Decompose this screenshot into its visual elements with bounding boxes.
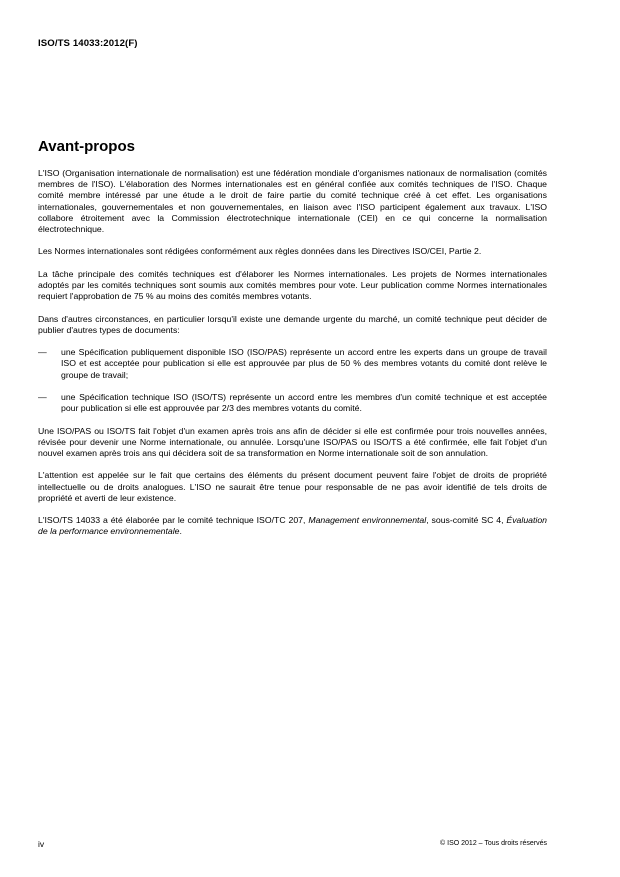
page-number: iv bbox=[38, 839, 45, 849]
prepared-by-text: L'ISO/TS 14033 a été élaborée par le comité technique ISO/TC 207, bbox=[38, 515, 309, 526]
list-item-text: une Spécification publiquement disponible ISO (ISO/PAS) représente un accord entre les experts dans un groupe de travail ISO et est acceptée pour publication si elle est approuvée par plus de 50 % des membres votants du comité dont relève le groupe de travail; bbox=[61, 347, 547, 380]
paragraph-patent-rights: L'attention est appelée sur le fait que certains des éléments du présent document peuvent faire l'objet de droits de propriété intellectuelle ou de droits analogues. L'ISO ne saurait être tenue pour responsable de ne pas avoir identifié de tels droits de propriété et averti de leur existence. bbox=[38, 470, 547, 503]
paragraph-iso-intro: L'ISO (Organisation internationale de normalisation) est une fédération mondiale d'organismes nationaux de normalisation (comités membres de l'ISO). L'élaboration des Normes internationales est en général confiée aux comités techniques de l'ISO. Chaque comité membre intéressé par une étude a le droit de faire partie du comité technique créé à cet effet. Les organisations internationales, gouvernementales et non gouvernementales, en liaison avec l'ISO participent également aux travaux. L'ISO collabore étroitement avec la Commission électrotechnique internationale (CEI) en ce qui concerne la normalisation électrotechnique. bbox=[38, 168, 547, 235]
page-title: Avant-propos bbox=[38, 138, 135, 155]
list-dash: — bbox=[38, 391, 47, 402]
list-item-iso-ts bbox=[38, 392, 547, 414]
paragraph-prepared-by bbox=[38, 515, 547, 537]
list-dash: — bbox=[38, 347, 47, 358]
document-id-header: ISO/TS 14033:2012(F) bbox=[38, 38, 138, 49]
list-item-text: une Spécification technique ISO (ISO/TS) représente un accord entre les membres d'un comité technique et est acceptée pour publication si elle est approuvée par 2/3 des membres votants du comité. bbox=[61, 391, 547, 414]
copyright-notice: © ISO 2012 – Tous droits réservés bbox=[440, 840, 547, 847]
prepared-by-end: . bbox=[179, 526, 182, 537]
subcommittee-title: Évaluation de la performance environnementale bbox=[38, 515, 547, 537]
list-item-iso-pas bbox=[38, 347, 547, 381]
paragraph-directives: Les Normes internationales sont rédigées conformément aux règles données dans les Directives ISO/CEI, Partie 2. bbox=[38, 246, 482, 257]
paragraph-other-circumstances: Dans d'autres circonstances, en particulier lorsqu'il existe une demande urgente du marché, un comité technique peut décider de publier d'autres types de documents: bbox=[38, 313, 547, 335]
committee-title: Management environnemental bbox=[308, 515, 427, 526]
paragraph-review: Une ISO/PAS ou ISO/TS fait l'objet d'un examen après trois ans afin de décider si elle est confirmée pour trois nouvelles années, révisée pour devenir une Norme internationale, ou annulée. Lorsqu'une ISO/PAS ou ISO/TS a été confirmée, elle fait l'objet d'un nouvel examen après trois ans qui décidera soit de sa transformation en Norme internationale soit de son annulation. bbox=[38, 425, 547, 458]
foreword-body bbox=[38, 168, 547, 549]
paragraph-main-task: La tâche principale des comités techniques est d'élaborer les Normes internationales. Les projets de Normes internationales adoptés par les comités techniques sont soumis aux comités membres pour vote. Leur publication comme Normes internationales requiert l'approbation de 75 % au moins des comités membres votants. bbox=[38, 268, 547, 302]
prepared-by-text-2: , sous-comité SC 4, bbox=[426, 515, 507, 526]
